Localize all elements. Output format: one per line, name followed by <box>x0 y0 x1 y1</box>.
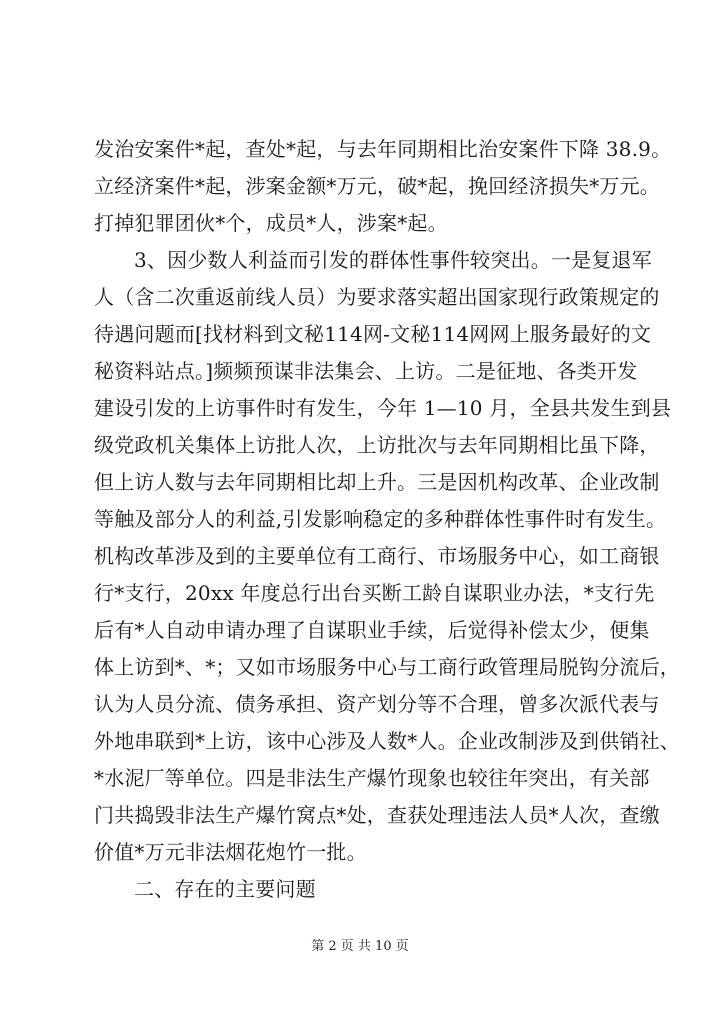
text-line: 后有*人自动申请办理了自谋职业手续，后觉得补偿太少，便集 <box>94 618 650 642</box>
text-line: 发治安案件*起，查处*起，与去年同期相比治安案件下降 38.9。 <box>94 137 672 161</box>
text-line: 待遇问题而[找材料到文秘114网-文秘114网网上服务最好的文 <box>94 322 652 346</box>
text-line: 但上访人数与去年同期相比却上升。三是因机构改革、企业改制 <box>94 470 660 494</box>
text-line: 等触及部分人的利益,引发影响稳定的多种群体性事件时有发生。 <box>94 507 667 531</box>
paragraph-start-line: 3、因少数人利益而引发的群体性事件较突出。一是复退军 <box>134 248 652 272</box>
text-line: 行*支行，20xx 年度总行出台买断工龄自谋职业办法，*支行先 <box>94 581 655 605</box>
text-line: 外地串联到*上访，该中心涉及人数*人。企业改制涉及到供销社、 <box>94 729 680 753</box>
text-line: 体上访到*、*；又如市场服务中心与工商行政管理局脱钩分流后， <box>94 655 680 679</box>
text-line: *水泥厂等单位。四是非法生产爆竹现象也较往年突出，有关部 <box>94 766 650 790</box>
text-line: 级党政机关集体上访批人次，上访批次与去年同期相比虽下降， <box>94 433 660 457</box>
text-line: 认为人员分流、债务承担、资产划分等不合理，曾多次派代表与 <box>94 692 660 716</box>
text-line: 秘资料站点。]频频预谋非法集会、上访。二是征地、各类开发 <box>94 359 638 383</box>
text-line: 机构改革涉及到的主要单位有工商行、市场服务中心，如工商银 <box>94 544 660 568</box>
text-line: 建设引发的上访事件时有发生，今年 1—10 月，全县共发生到县 <box>94 396 672 420</box>
section-heading: 二、存在的主要问题 <box>134 877 316 901</box>
page-number-footer: 第 2 页 共 10 页 <box>311 939 409 954</box>
text-line: 人（含二次重返前线人员）为要求落实超出国家现行政策规定的 <box>94 285 660 309</box>
text-line: 立经济案件*起，涉案金额*万元，破*起，挽回经济损失*万元。 <box>94 174 660 198</box>
text-line: 价值*万元非法烟花炮竹一批。 <box>94 840 367 864</box>
text-line: 门共捣毁非法生产爆竹窝点*处，查获处理违法人员*人次，查缴 <box>94 803 660 827</box>
text-line: 打掉犯罪团伙*个，成员*人，涉案*起。 <box>94 211 448 235</box>
